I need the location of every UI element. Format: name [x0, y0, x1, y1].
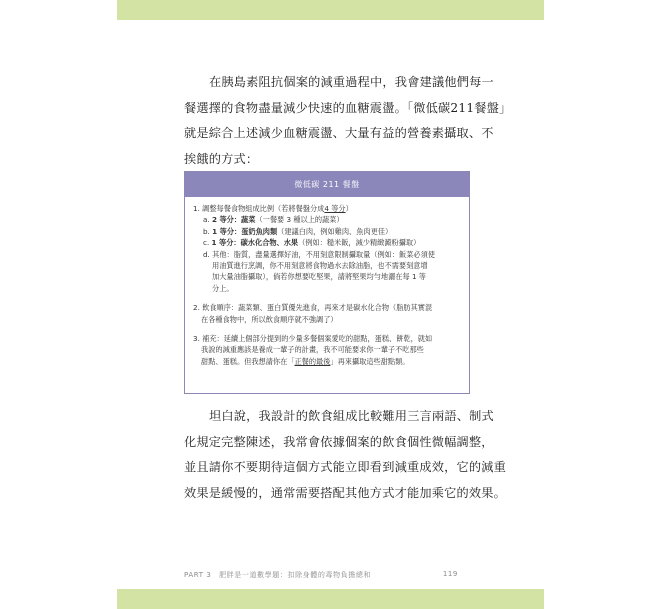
intro-line: 就是綜合上述減少血糖震盪、大量有益的營養素攝取、不: [184, 126, 494, 140]
outro-paragraph: [184, 404, 507, 506]
intro-line: 在胰島素阻抗個案的減重過程中，我會建議他們每一: [209, 75, 494, 89]
outro-line: 坦白說，我設計的飲食組成比較難用三言兩語、制式: [209, 409, 494, 423]
item-3: 3. 補充：延續上個部分提到的少量多餐個案愛吃的甜點，蛋糕、餅乾，就如: [193, 334, 433, 344]
item-1c: c. 1 等分：碳水化合物、水果（例如：糙米飯，減少精緻澱粉攝取）: [203, 238, 421, 248]
box-title: 微低碳 211 餐盤: [185, 172, 469, 197]
item-1d-cont: 分上。: [212, 283, 234, 293]
footer-part-title: PART 3 肥胖是一道數學題：扣除身體的毒物負擔總和: [184, 571, 372, 579]
item-1d-cont: 用油質進行烹調，你不用刻意將食物過水去除油脂，也不需要刻意增: [212, 261, 428, 271]
item-3-cont: 我說的減重應該是養成一輩子的計畫，我不可能要求你一輩子不吃那些: [201, 345, 424, 355]
page-footer: [184, 570, 472, 580]
item-1a: a. 2 等分：蔬菜（一餐要 3 種以上的蔬菜）: [203, 215, 344, 225]
item-3-cont: 甜點、蛋糕。但我想請你在「正餐的最後」再來攝取這些甜點類。: [201, 356, 410, 366]
item-1b: b. 1 等分：蛋奶魚肉類（建議白肉，例如雞肉、魚肉更佳）: [203, 226, 393, 236]
item-1d: d. 其他：脂質，盡量選擇好油，不用刻意限制攝取量（例如：飯菜必須使: [203, 249, 435, 259]
top-color-band: [117, 0, 544, 20]
intro-line: 挨餓的方式：: [184, 151, 259, 166]
box-body: [185, 197, 469, 367]
underlined-text: 4 等分: [324, 204, 346, 213]
bottom-color-band: [117, 589, 544, 609]
item-2: 2. 飲食順序：蔬菜類、蛋白質優先進食，再來才是碳水化合物（脂肪其實混: [193, 303, 433, 313]
item-1-lead: 1. 調整每餐食物組成比例（若將餐盤分成4 等分）: [193, 204, 353, 213]
outro-line: 並且請你不要期待這個方式能立即看到減重成效，它的減重: [184, 460, 507, 474]
outro-line: 化規定完整陳述，我常會依據個案的飲食個性微幅調整，: [184, 434, 494, 449]
underlined-text: 正餐的最後: [294, 356, 331, 366]
item-2-cont: 在各種食物中，所以飲食順序就不強調了）: [201, 314, 338, 324]
outro-line: 效果是緩慢的，通常需要搭配其他方式才能加乘它的效果。: [184, 485, 507, 500]
item-1d-cont: 加大量油脂攝取），倘若你想要吃堅果，請將堅果均勻地灑在每 1 等: [212, 272, 426, 282]
intro-paragraph: [184, 70, 512, 172]
page-number: 119: [442, 570, 458, 578]
plate-info-box: [184, 171, 470, 394]
intro-line: 餐選擇的食物盡量減少快速的血糖震盪。「微低碳211餐盤」: [184, 100, 512, 115]
